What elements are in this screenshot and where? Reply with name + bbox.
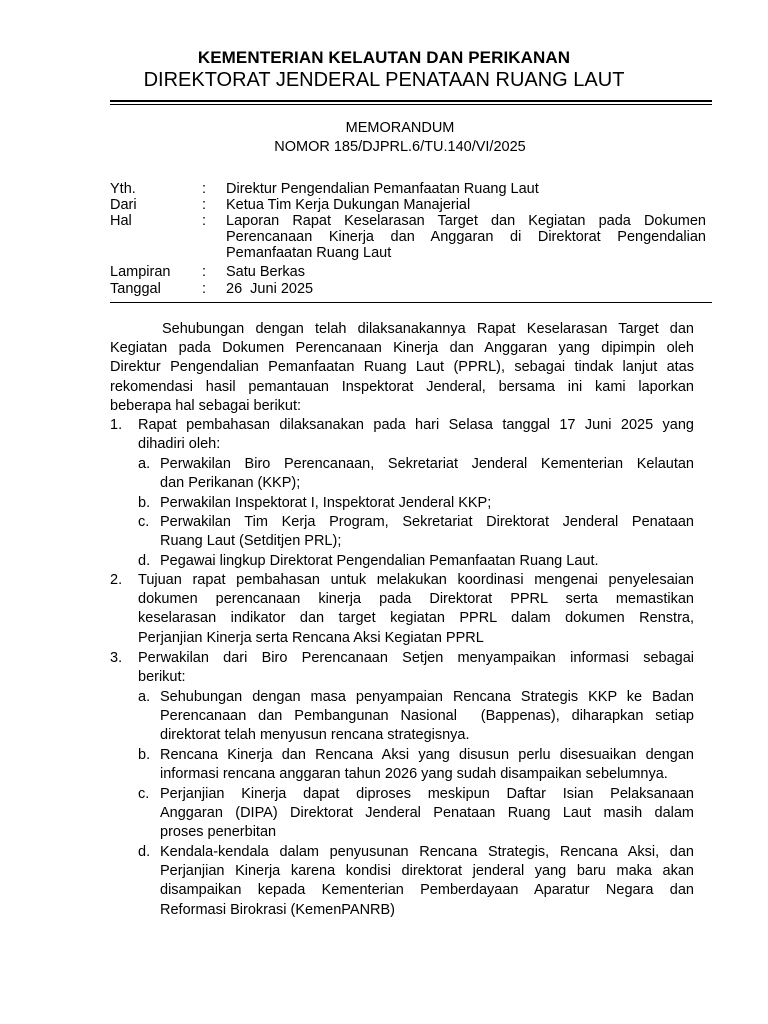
colon: :	[202, 213, 207, 229]
item-text	[138, 416, 694, 454]
sub-line: Reformasi Birokrasi (KemenPANRB)	[160, 901, 396, 918]
sub-line: Kendala-kendala dalam penyusunan Rencana Strategis, Rencana Aksi, dan	[160, 844, 694, 860]
sub-line: Perwakilan Tim Kerja Program, Sekretariat Direktorat Jenderal Penataan	[160, 514, 694, 530]
sub-line: Pegawai lingkup Direktorat Pengendalian Pemanfaatan Ruang Laut.	[160, 553, 599, 569]
yth-label: Yth.	[110, 181, 136, 197]
intro-line: rekomendasi hasil pemantauan Inspektorat Jenderal, bersama ini kami laporkan	[110, 378, 694, 395]
sub-line: Sehubungan dengan masa penyampaian Rencana Strategis KKP ke Badan	[160, 689, 694, 705]
sub-text	[160, 688, 694, 746]
sub-letter: a.	[138, 456, 151, 472]
hal-line: Pemanfaatan Ruang Laut	[226, 245, 392, 261]
item-text	[138, 649, 694, 687]
sub-line: proses penerbitan	[160, 824, 277, 841]
memo-title: MEMORANDUM	[345, 120, 455, 136]
sub-line: Perjanjian Kinerja karena kondisi direktorat jenderal yang baru maka akan	[160, 863, 694, 880]
lampiran-label: Lampiran	[110, 264, 171, 280]
sub-text	[160, 552, 694, 571]
intro-line: beberapa hal sebagai berikut:	[110, 397, 302, 414]
yth-value: Direktur Pengendalian Pemanfaatan Ruang Laut	[226, 181, 539, 197]
sub-letter: d.	[138, 844, 151, 860]
sub-line: disampaikan kepada Kementerian Pemberdayaan Aparatur Negara dan	[160, 882, 694, 899]
directorate-heading: DIREKTORAT JENDERAL PENATAAN RUANG LAUT	[143, 69, 625, 91]
hal-value	[226, 213, 706, 261]
item-line: keselarasan indikator dan target kegiatan PPRL dalam dokumen Renstra,	[138, 610, 694, 627]
item-line: dihadiri oleh:	[138, 436, 221, 453]
colon: :	[202, 264, 207, 280]
item-line: Tujuan rapat pembahasan untuk melakukan koordinasi mengenai penyelesaian	[138, 572, 694, 588]
item-number: 2.	[110, 572, 123, 588]
item-line: Rapat pembahasan dilaksanakan pada hari Selasa tanggal 17 Juni 2025 yang	[138, 417, 694, 433]
sub-line: Anggaran (DIPA) Direktorat Jenderal Penataan Ruang Laut masih dalam	[160, 805, 694, 822]
colon: :	[202, 181, 207, 197]
dari-label: Dari	[110, 197, 137, 213]
item-number: 1.	[110, 417, 123, 433]
dari-value: Ketua Tim Kerja Dukungan Manajerial	[226, 197, 471, 213]
hal-label: Hal	[110, 213, 132, 229]
item-number: 3.	[110, 650, 123, 666]
sub-letter: c.	[138, 514, 150, 530]
sub-line: informasi rencana anggaran tahun 2026 yang sudah disampaikan sebelumnya.	[160, 766, 668, 783]
sub-text	[160, 785, 694, 843]
colon: :	[202, 197, 207, 213]
hal-line: Perencanaan Kinerja dan Anggaran di Direktorat Pengendalian	[226, 229, 706, 245]
sub-letter: d.	[138, 553, 151, 569]
lampiran-value: Satu Berkas	[226, 264, 305, 280]
sub-text	[160, 494, 694, 513]
sub-line: direktorat telah menyusun rencana strategisnya.	[160, 727, 470, 744]
sub-line: Ruang Laut (Setditjen PRL);	[160, 533, 342, 550]
sub-line: Perwakilan Biro Perencanaan, Sekretariat Jenderal Kementerian Kelautan	[160, 456, 694, 472]
intro-line: Kegiatan pada Dokumen Perencanaan Kinerja dan Anggaran yang dipimpin oleh	[110, 340, 694, 357]
sub-line: Perwakilan Inspektorat I, Inspektorat Jenderal KKP;	[160, 495, 492, 511]
intro-paragraph	[110, 320, 694, 416]
sub-letter: a.	[138, 689, 151, 705]
sub-text	[160, 455, 694, 493]
sub-line: Perjanjian Kinerja dapat diproses meskipun Daftar Isian Pelaksanaan	[160, 786, 694, 802]
item-text	[138, 571, 694, 648]
tanggal-value: 26 Juni 2025	[226, 281, 314, 297]
sub-text	[160, 843, 694, 920]
memo-number: NOMOR 185/DJPRL.6/TU.140/VI/2025	[274, 139, 526, 155]
item-line: berikut:	[138, 669, 186, 686]
hal-line: Laporan Rapat Keselarasan Target dan Kegiatan pada Dokumen	[226, 213, 706, 229]
header-rule-thin	[110, 104, 712, 105]
tanggal-label: Tanggal	[110, 281, 161, 297]
sub-letter: b.	[138, 495, 151, 511]
sub-line: Perencanaan dan Pembangunan Nasional (Bappenas), diharapkan setiap	[160, 708, 694, 725]
sub-line: dan Perikanan (KKP);	[160, 475, 301, 492]
sub-text	[160, 746, 694, 784]
item-line: Perwakilan dari Biro Perencanaan Setjen menyampaikan informasi sebagai	[138, 650, 694, 666]
sub-text	[160, 513, 694, 551]
item-line: Perjanjian Kinerja serta Rencana Aksi Kegiatan PPRL	[138, 629, 484, 646]
intro-line: Sehubungan dengan telah dilaksanakannya Rapat Keselarasan Target dan	[162, 321, 694, 337]
item-line: dokumen perencanaan kinerja pada Direktorat PPRL serta memastikan	[138, 591, 694, 608]
header-rule-thick	[110, 100, 712, 102]
intro-line: Direktur Pengendalian Pemanfaatan Ruang Laut (PPRL), sebagai tindak lanjut atas	[110, 359, 694, 376]
sub-line: Rencana Kinerja dan Rencana Aksi yang disusun perlu disesuaikan dengan	[160, 747, 694, 763]
sub-letter: b.	[138, 747, 151, 763]
meta-rule	[110, 302, 712, 303]
colon: :	[202, 281, 207, 297]
sub-letter: c.	[138, 786, 150, 802]
ministry-heading: KEMENTERIAN KELAUTAN DAN PERIKANAN	[197, 48, 571, 67]
